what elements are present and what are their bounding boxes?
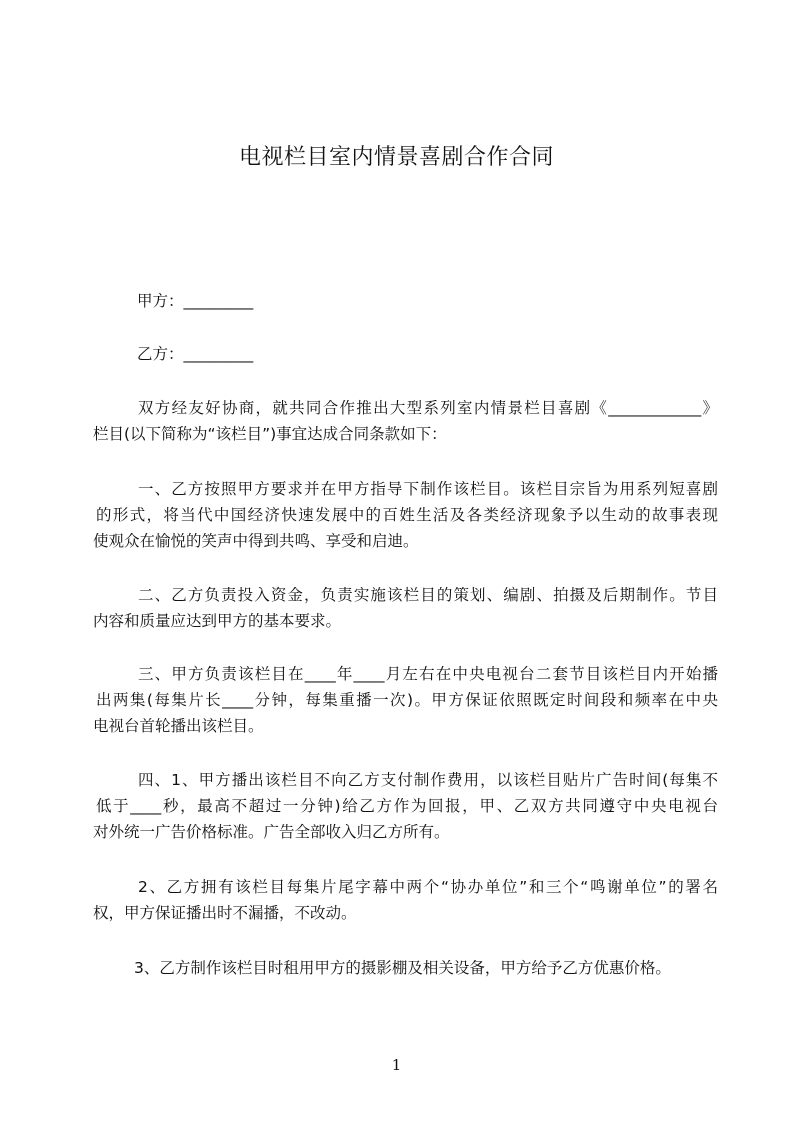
intro-line-1: 双方经友好协商，就共同合作推出大型系列室内情景栏目喜剧《____________》 <box>138 399 718 417</box>
clause-1-line-2: 的形式，将当代中国经济快速发展中的百姓生活及各类经济现象予以生动的故事表现 <box>96 506 718 524</box>
document-title: 电视栏目室内情景喜剧合作合同 <box>238 145 554 170</box>
clause-4-2-line-1: 2、乙方拥有该栏目每集片尾字幕中两个“协办单位”和三个“鸣谢单位”的署名 <box>138 878 718 896</box>
clause-4-1-line-3: 对外统一广告价格标准。广告全部收入归乙方所有。 <box>93 823 450 841</box>
clause-2-line-2: 内容和质量应达到甲方的基本要求。 <box>93 612 342 630</box>
clause-4-3-line-1: 3、乙方制作该栏目时租用甲方的摄影棚及相关设备，甲方给予乙方优惠价格。 <box>134 959 671 977</box>
clause-3-line-2: 出两集(每集片长____分钟，每集重播一次)。甲方保证依照既定时间段和频率在中央 <box>96 691 718 709</box>
clause-3-line-3: 电视台首轮播出该栏目。 <box>93 717 264 735</box>
clause-1-line-1: 一、乙方按照甲方要求并在甲方指导下制作该栏目。该栏目宗旨为用系列短喜剧 <box>138 480 718 498</box>
clause-3-line-1: 三、甲方负责该栏目在____年____月左右在中央电视台二套节目该栏目内开始播 <box>138 665 718 683</box>
party-b-line: 乙方：_________ <box>137 345 254 363</box>
party-a-line: 甲方：_________ <box>137 292 254 310</box>
clause-4-1-line-1: 四、1、甲方播出该栏目不向乙方支付制作费用，以该栏目贴片广告时间(每集不 <box>138 771 718 789</box>
intro-line-2: 栏目(以下简称为“该栏目”)事宜达成合同条款如下： <box>93 425 447 443</box>
clause-4-2-line-2: 权，甲方保证播出时不漏播，不改动。 <box>93 904 357 922</box>
page-number: 1 <box>391 1056 402 1074</box>
clause-4-1-line-2: 低于____秒，最高不超过一分钟)给乙方作为回报，甲、乙双方共同遵守中央电视台 <box>96 797 718 815</box>
clause-1-line-3: 使观众在愉悦的笑声中得到共鸣、享受和启迪。 <box>93 532 419 550</box>
clause-2-line-1: 二、乙方负责投入资金，负责实施该栏目的策划、编剧、拍摄及后期制作。节目 <box>138 586 718 604</box>
